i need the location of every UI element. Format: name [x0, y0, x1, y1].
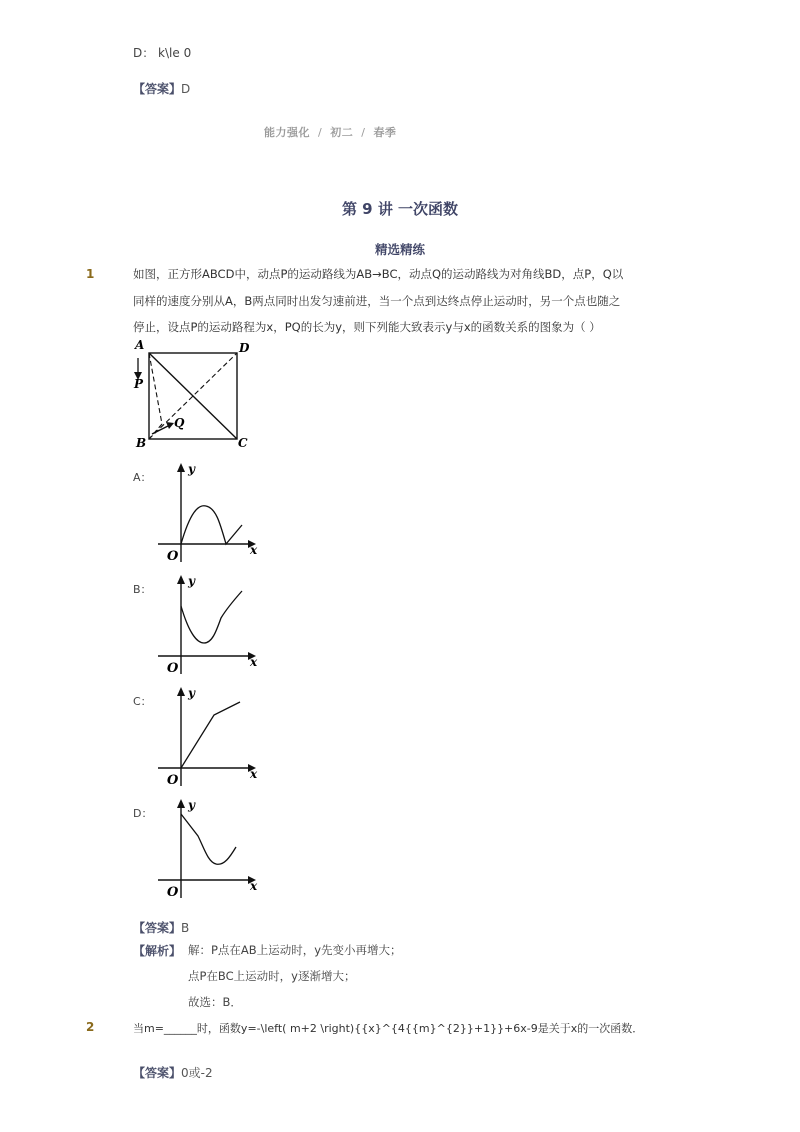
label-d: D — [239, 341, 250, 355]
breadcrumb-item: 能力强化 — [264, 126, 310, 139]
prev-option-d: D： k\le 0 — [133, 46, 192, 60]
breadcrumb-item: 春季 — [373, 126, 397, 139]
curve — [181, 702, 240, 768]
axis-x-label: x — [250, 543, 258, 557]
question-stem: 当m=______时，函数y=-\left( m+2 \right){{x}^{4{{m}^{2}}+1}}+6x-9是关于x的一次函数． — [133, 1022, 644, 1035]
label-q: Q — [174, 416, 185, 430]
question-number: 2 — [86, 1020, 95, 1034]
answer-label: 【答案】 — [133, 921, 182, 935]
axis-x-label: x — [250, 879, 258, 893]
label-p: P — [134, 377, 144, 391]
origin-label: O — [167, 661, 179, 676]
stem-line: 同样的速度分别从A，B两点同时出发匀速前进，当一个点到达终点停止运动时，另一个点也随之 — [133, 293, 621, 308]
choice-a-graph — [150, 458, 265, 568]
choice-label[interactable]: D： — [133, 807, 153, 820]
axis-x-label: x — [250, 655, 258, 669]
label-c: C — [238, 436, 248, 450]
question-answer — [133, 1062, 213, 1081]
breadcrumb-item: 初二 — [330, 126, 354, 139]
analysis-line: 解：P点在AB上运动时，y先变小再增大； — [188, 943, 402, 957]
choice-label[interactable]: A： — [133, 471, 152, 484]
answer-value: 0或-2 — [181, 1066, 213, 1080]
axis-y-label: y — [188, 462, 195, 476]
question-answer — [133, 917, 189, 936]
section-title: 精选精练 — [374, 242, 425, 257]
curve — [181, 506, 242, 544]
axis-y-label: y — [188, 686, 195, 700]
answer-label: 【答案】 — [133, 82, 182, 96]
breadcrumb-separator: / — [318, 126, 323, 139]
question-number: 1 — [86, 267, 95, 281]
analysis-line: 故选：B． — [188, 995, 242, 1009]
origin-label: O — [167, 773, 179, 788]
axis-y-label: y — [188, 798, 195, 812]
choice-c-graph — [150, 682, 265, 792]
origin-label: O — [167, 885, 179, 900]
label-a: A — [135, 338, 145, 352]
square-figure — [128, 336, 258, 452]
axis-y-label: y — [188, 574, 195, 588]
choice-b-graph — [150, 570, 265, 680]
lesson-title: 第 9 讲 一次函数 — [341, 200, 459, 218]
choice-d-graph — [150, 794, 265, 904]
breadcrumb-separator: / — [361, 126, 366, 139]
label-b: B — [136, 436, 147, 450]
analysis-label: 【解析】 — [133, 944, 182, 958]
stem-line: 如图，正方形ABCD中，动点P的运动路线为AB→BC，动点Q的运动路线为对角线BD，点P，Q以 — [133, 267, 624, 281]
curve — [181, 814, 236, 864]
answer-value: D — [181, 82, 191, 96]
axis-x-label: x — [250, 767, 258, 781]
answer-value: B — [181, 921, 190, 935]
origin-label: O — [167, 549, 179, 564]
curve — [181, 591, 242, 643]
prev-answer — [133, 78, 190, 97]
question-stem — [133, 261, 633, 341]
choice-label[interactable]: C： — [133, 695, 152, 708]
analysis-line: 点P在BC上运动时，y逐渐增大； — [188, 969, 356, 983]
breadcrumb — [264, 124, 396, 140]
stem-line: 停止，设点P的运动路程为x，PQ的长为y，则下列能大致表示y与x的函数关系的图象为（ ） — [133, 320, 601, 334]
answer-label: 【答案】 — [133, 1066, 182, 1080]
choice-label[interactable]: B： — [133, 583, 152, 596]
